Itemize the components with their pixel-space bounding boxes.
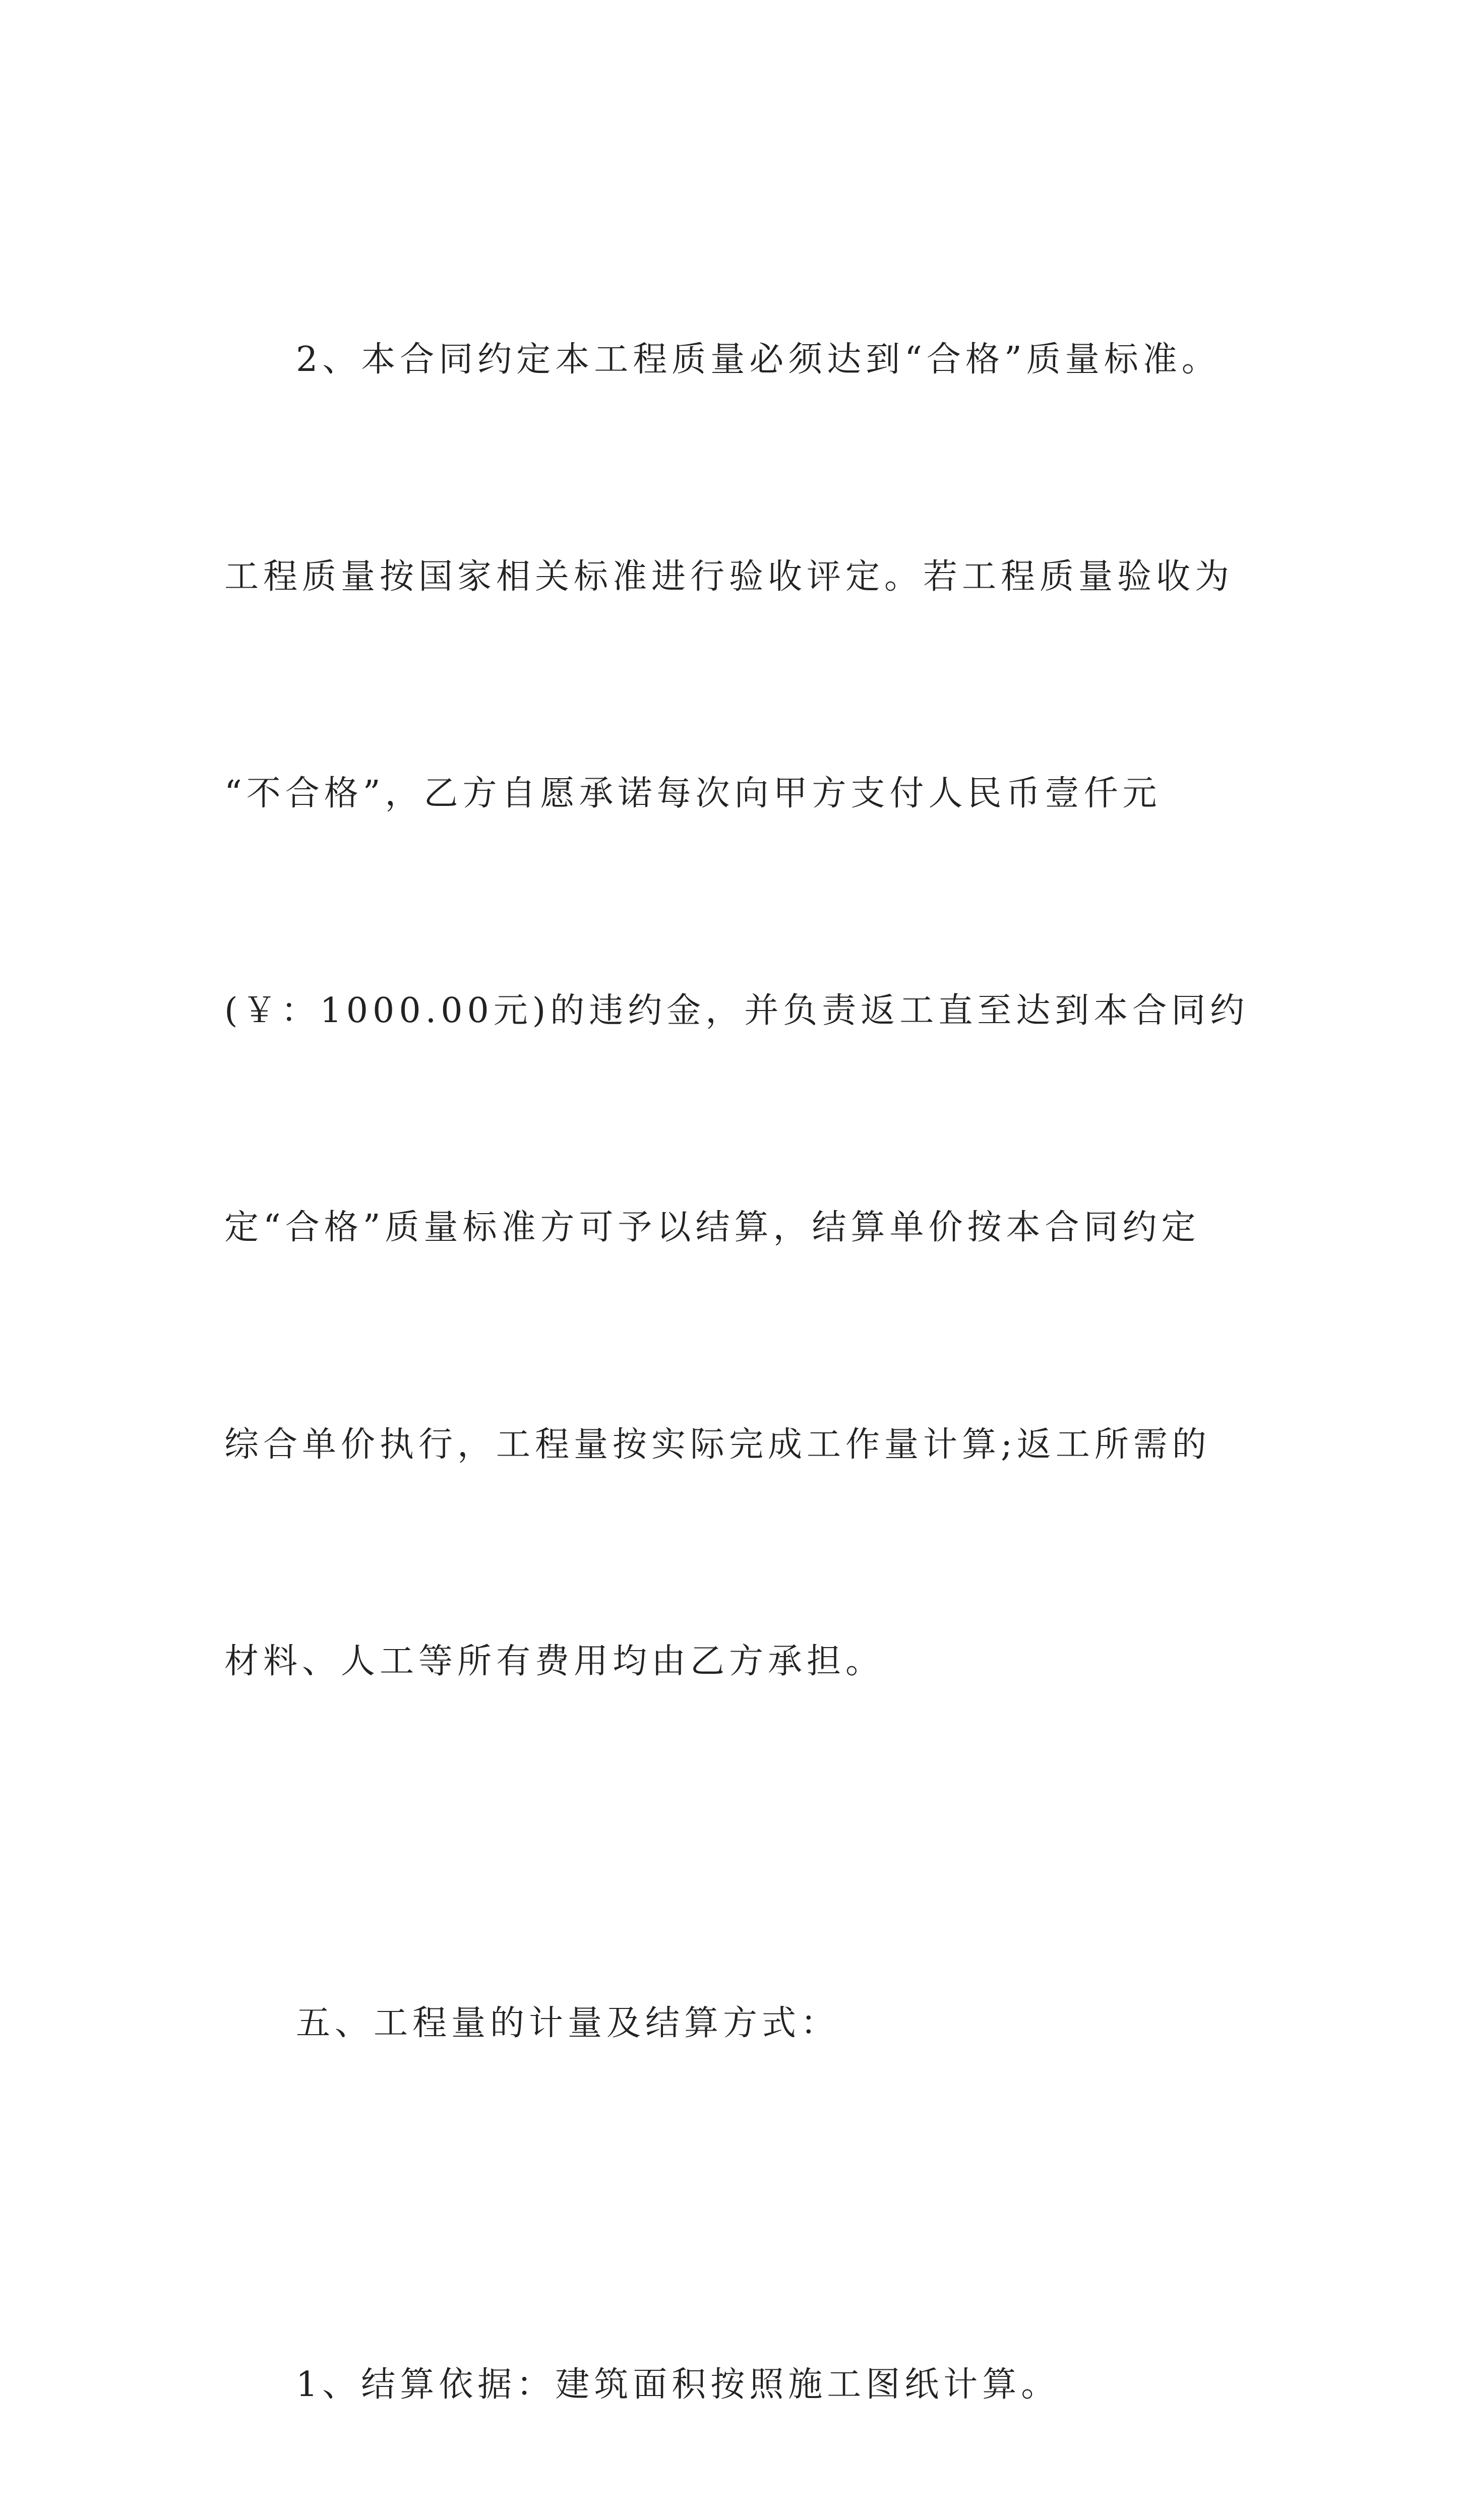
text-line: 1、结算依据：建筑面积按照施工图纸计算。 [296, 2365, 1060, 2405]
document-body [224, 179, 1253, 2520]
text-line: 五、工程量的计量及结算方式： [296, 2003, 840, 2043]
text-line: (￥：1000.00元)的违约金，并负责返工直至达到本合同约 [224, 990, 1249, 1031]
paragraph-quality-standard [224, 179, 1253, 1843]
text-line: 综合单价执行，工程量按实际完成工作量计算;返工所需的 [224, 1424, 1211, 1465]
text-line: 2、本合同约定本工程质量必须达到“合格”质量标准。 [296, 340, 1221, 380]
section-heading-settlement [224, 1843, 1253, 2204]
text-line: 工程质量按国家相关标准进行验收评定。若工程质量验收为 [224, 556, 1234, 597]
paragraph-settlement-basis [224, 2204, 1253, 2520]
text-line: “不合格”，乙方自愿承诺每次向甲方支付人民币壹仟元 [224, 774, 1162, 813]
text-line: 定“合格”质量标准方可予以结算，结算单价按本合同约定 [224, 1208, 1200, 1247]
text-line: 材料、人工等所有费用均由乙方承担。 [224, 1642, 885, 1681]
